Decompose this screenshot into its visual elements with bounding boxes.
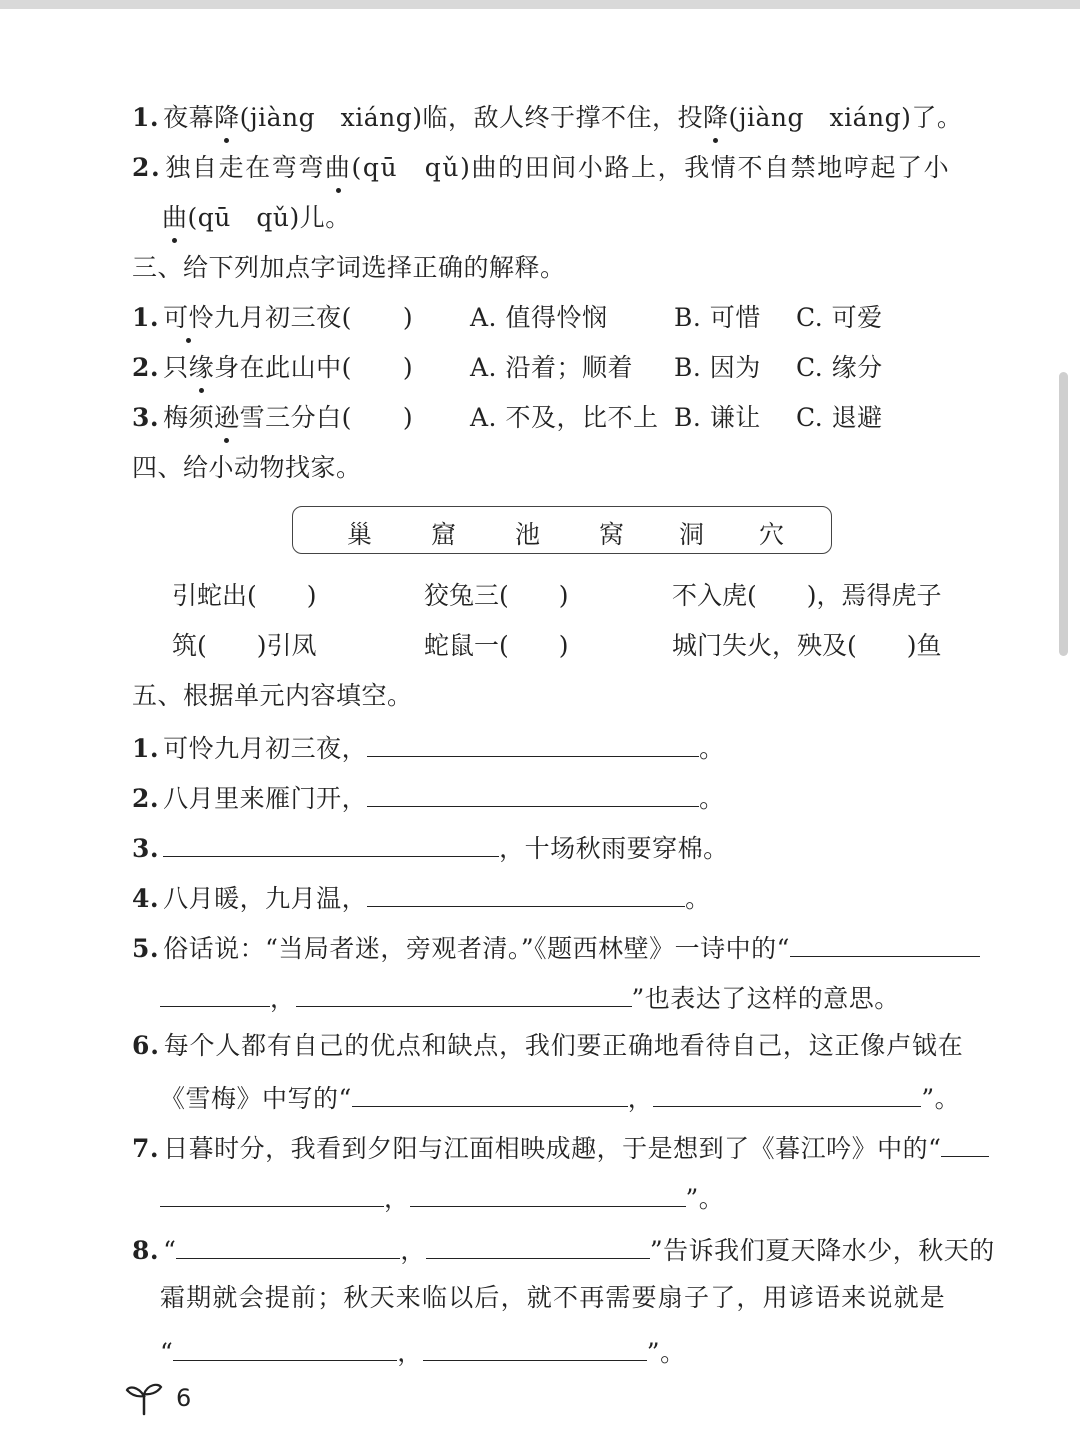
word-bank-item: 穴 xyxy=(759,520,785,549)
s3-item-2: 2. 只缘身在此山中( ) A. 沿着；顺着 B. 因为 C. 缘分 xyxy=(132,348,1002,388)
sprout-icon xyxy=(124,1380,164,1420)
s5-question-1: 1. 可怜九月初三夜， 。 xyxy=(132,726,1002,766)
word-bank-item: 窟 xyxy=(431,520,457,549)
answer-blank[interactable] xyxy=(653,1076,921,1107)
answer-blank[interactable] xyxy=(352,1076,628,1107)
answer-blank[interactable] xyxy=(367,876,685,907)
answer-blank[interactable] xyxy=(160,1176,384,1207)
home-blank: 城门失火，殃及( )鱼 xyxy=(672,631,942,660)
s5-question-6-cont: 《雪梅》中写的“ ， ”。 xyxy=(160,1076,1030,1116)
home-blank: 狡兔三( ) xyxy=(424,581,569,610)
answer-blank[interactable] xyxy=(296,976,632,1007)
answer-blank[interactable] xyxy=(367,726,699,757)
home-blank: 引蛇出( ) xyxy=(172,581,317,610)
home-blank: 筑( )引凤 xyxy=(172,631,317,660)
word-bank-item: 窝 xyxy=(599,520,625,549)
s5-question-5-cont: ， ”也表达了这样的意思。 xyxy=(160,976,1030,1016)
home-blank: 蛇鼠一( ) xyxy=(424,631,569,660)
s2-question-2-cont: 曲(qū qǔ)儿。 xyxy=(162,198,1032,238)
scrollbar-thumb[interactable] xyxy=(1059,372,1068,656)
s5-question-7-cont: ， ”。 xyxy=(160,1176,1030,1216)
s2-question-2: 2. 独自走在弯弯曲(qū qǔ)曲的田间小路上，我情不自禁地哼起了小 xyxy=(132,148,1002,188)
top-bar xyxy=(0,0,1080,9)
answer-blank[interactable] xyxy=(426,1228,650,1259)
answer-blank[interactable] xyxy=(163,826,499,857)
section-5-heading: 五、根据单元内容填空。 xyxy=(132,681,413,710)
home-blank: 不入虎( )，焉得虎子 xyxy=(672,581,942,610)
s5-question-3: 3. ，十场秋雨要穿棉。 xyxy=(132,826,1002,866)
s5-question-7: 7. 日暮时分，我看到夕阳与江面相映成趣，于是想到了《暮江吟》中的“ xyxy=(132,1126,1002,1166)
answer-blank[interactable] xyxy=(173,1330,397,1361)
s5-question-6: 6. 每个人都有自己的优点和缺点，我们要正确地看待自己，这正像卢钺在 xyxy=(132,1031,964,1060)
s3-item-1: 1. 可怜九月初三夜( ) A. 值得怜悯 B. 可惜 C. 可爱 xyxy=(132,298,1002,338)
answer-blank[interactable] xyxy=(423,1330,647,1361)
s5-question-5: 5. 俗话说：“当局者迷，旁观者清。”《题西林壁》一诗中的“ xyxy=(132,926,1002,966)
answer-blank[interactable] xyxy=(410,1176,686,1207)
section-3-heading: 三、给下列加点字词选择正确的解释。 xyxy=(132,253,566,282)
answer-blank[interactable] xyxy=(160,976,270,1007)
word-bank-item: 池 xyxy=(515,520,541,549)
answer-blank[interactable] xyxy=(790,926,980,957)
answer-blank[interactable] xyxy=(367,776,699,807)
section-4-heading: 四、给小动物找家。 xyxy=(132,453,362,482)
word-bank-item: 洞 xyxy=(679,520,705,549)
s5-question-8-cont2: “ ， ”。 xyxy=(160,1330,1030,1370)
s5-question-2: 2. 八月里来雁门开， 。 xyxy=(132,776,1002,816)
s3-item-3: 3. 梅须逊雪三分白( ) A. 不及，比不上 B. 谦让 C. 退避 xyxy=(132,398,1002,438)
word-bank-item: 巢 xyxy=(347,520,373,549)
answer-blank[interactable] xyxy=(176,1228,400,1259)
s5-question-8-cont: 霜期就会提前；秋天来临以后，就不再需要扇子了，用谚语来说就是 xyxy=(160,1283,947,1312)
word-bank-box xyxy=(292,506,832,554)
page-number: 6 xyxy=(176,1384,192,1412)
s5-question-4: 4. 八月暖，九月温， 。 xyxy=(132,876,1002,916)
s5-question-8: 8. “ ， ”告诉我们夏天降水少，秋天的 xyxy=(132,1228,1002,1268)
answer-blank[interactable] xyxy=(941,1126,989,1157)
s2-question-1: 1. 夜幕降(jiàng xiáng)临，敌人终于撑不住，投降(jiàng xiáng)了。 xyxy=(132,98,1002,138)
